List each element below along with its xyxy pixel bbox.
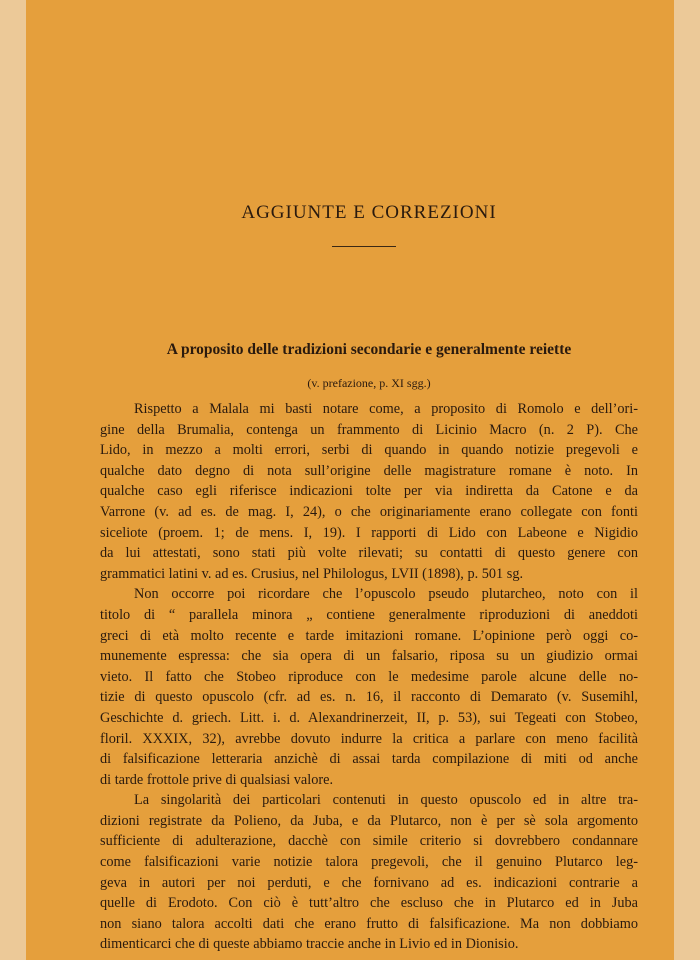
section-reference: (v. prefazione, p. XI sgg.) <box>307 376 431 390</box>
text-line: non siano talora accolti dati che erano frutto di falsificazione. Ma non dobbiamo <box>100 915 638 932</box>
text-line: titolo di “ parallela minora „ contiene generalmente riproduzioni di aneddoti <box>100 606 638 623</box>
text-line: La singolarità dei particolari contenuti in questo opuscolo ed in altre tra- <box>134 792 638 809</box>
title-rule <box>332 246 396 247</box>
text-line: munemente espressa: che sia opera di un falsario, riposa su un giudizio ormai <box>100 648 638 665</box>
text-line: quelle di Erodoto. Con ciò è tutt’altro che escluso che in Plutarco ed in Juba <box>100 895 638 912</box>
text-line: geva in autori per noi perduti, e che fornivano ad es. indicazioni contrarie a <box>100 874 638 891</box>
text-line: Varrone (v. ad es. de mag. I, 24), o che originariamente erano collegate con fonti <box>100 503 638 520</box>
text-line: dimenticarci che di queste abbiamo traccie anche in Livio ed in Dionisio. <box>100 936 519 953</box>
text-line: greci di età molto recente e tarde imitazioni romane. L’opinione però oggi co- <box>100 627 638 644</box>
body-text <box>100 399 638 955</box>
text-line: qualche caso egli riferisce indicazioni tolte per via indiretta da Catone e da <box>100 483 638 500</box>
text-line: grammatici latini v. ad es. Crusius, nel Philologus, LVII (1898), p. 501 sg. <box>100 565 524 582</box>
text-line: Geschichte d. griech. Litt. i. d. Alexandrinerzeit, II, p. 53), sui Tegeati con Stobeo, <box>100 709 638 726</box>
text-line: siceliote (proem. 1; de mens. I, 19). I rapporti di Lido con Labeone e Nigidio <box>100 524 638 541</box>
text-line: sufficiente di adulterazione, dacchè con simile criterio si dovrebbero condannare <box>100 833 638 850</box>
text-line: Lido, in mezzo a molti errori, serbi di quando in quando notizie pregevoli e <box>100 442 638 459</box>
text-line: gine della Brumalia, contenga un frammento di Licinio Macro (n. 2 P). Che <box>100 421 638 438</box>
section-heading: A proposito delle tradizioni secondarie e generalmente reiette <box>166 341 572 358</box>
text-line: dizioni registrate da Polieno, da Juba, e da Plutarco, non è per sè sola argomento <box>100 812 638 829</box>
page-margin-left <box>0 0 26 960</box>
text-line: tizie di questo opuscolo (cfr. ad es. n. 16, il racconto di Demarato (v. Susemihl, <box>100 689 638 706</box>
book-page <box>26 0 674 960</box>
text-line: floril. XXXIX, 32), avrebbe dovuto indurre la critica a parlare con meno facilità <box>100 730 638 747</box>
page-title: AGGIUNTE E CORREZIONI <box>241 202 497 223</box>
text-line: di tarde frottole prive di qualsiasi valore. <box>100 771 334 788</box>
text-line: da lui attestati, sono stati più volte rilevati; su contatti di questo genere con <box>100 545 638 562</box>
text-line: come falsificazioni varie notizie talora pregevoli, che il genuino Plutarco leg- <box>100 854 638 871</box>
page-margin-right <box>674 0 700 960</box>
text-line: vieto. Il fatto che Stobeo riproduce con le medesime parole alcune delle no- <box>100 668 638 685</box>
text-line: qualche dato degno di nota sull’origine delle magistrature romane è noto. In <box>100 462 638 479</box>
text-line: di falsificazione letteraria anzichè di assai tarda compilazione di miti od anche <box>100 751 638 768</box>
text-line: Rispetto a Malala mi basti notare come, a proposito di Romolo e dell’ori- <box>134 401 638 417</box>
text-line: Non occorre poi ricordare che l’opuscolo pseudo plutarcheo, noto con il <box>134 586 638 603</box>
